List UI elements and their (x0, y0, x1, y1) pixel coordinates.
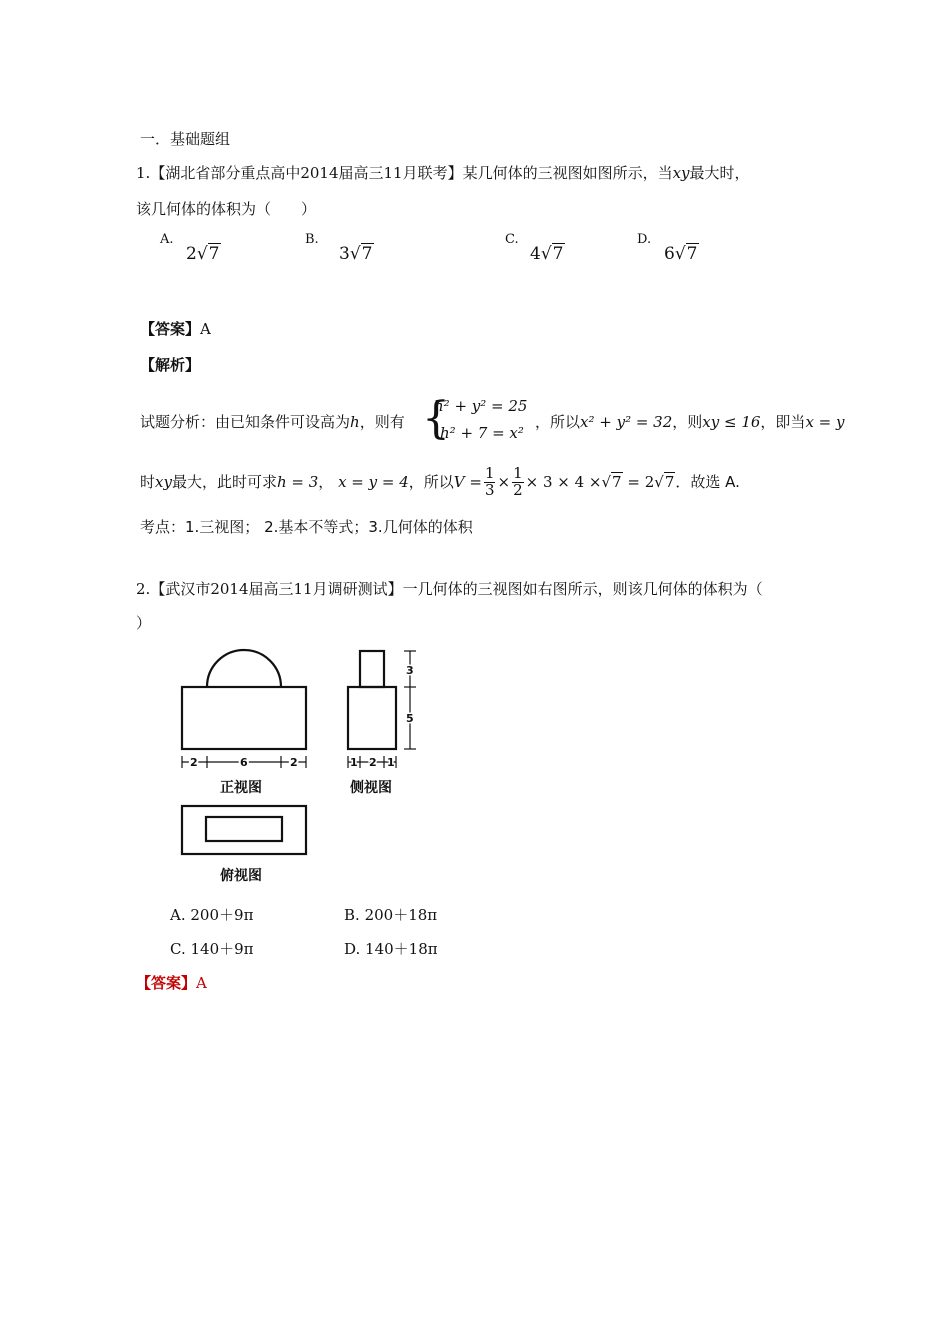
system-equation-1: h² + y² = 25 (434, 397, 528, 415)
option-a-value: 2√7 (186, 244, 220, 264)
option-b-label: B. (305, 232, 319, 247)
option-c: C. 140＋9π (170, 940, 254, 958)
question-1-stem-line2: 该几何体的体积为（ ） (136, 200, 317, 218)
answer-tag: 【答案】 (136, 974, 197, 992)
question-2-stem-line2: ） (136, 614, 152, 632)
fraction-one-half: $\frac{1}{2}$ (513, 464, 523, 499)
question-text: 最大时， (689, 164, 750, 182)
front-view (182, 650, 306, 749)
question-source: 【武汉市2014届高三11月调研测试】 (150, 580, 403, 598)
math-var: xy (672, 164, 690, 182)
front-dim-left: 2 (190, 756, 198, 769)
question-text: 一几何体的三视图如右图所示，则该几何体的体积为（ (402, 580, 763, 598)
side-dim-bottom-middle: 2 (369, 756, 377, 769)
option-a-label: A. (160, 232, 174, 247)
fraction-one-third: $\frac{1}{3}$ (484, 464, 495, 499)
question-source: 【湖北省部分重点高中2014届高三11月联考】 (150, 164, 463, 182)
three-views-figure (170, 640, 430, 890)
front-dim-middle: 6 (240, 756, 248, 769)
side-view (348, 651, 396, 749)
option-a: A. 200＋9π (170, 906, 254, 924)
option-c-label: C. (505, 232, 519, 247)
analysis-text-prefix: 试题分析：由已知条件可设高为h，则有 (140, 413, 405, 431)
question-number: 1. (136, 164, 151, 182)
side-view-label: 侧视图 (350, 780, 392, 796)
analysis-line-2: 时xy最大，此时可求h = 3， x = y = 4，所以V = $\frac{1}{3}$ × $\frac{1}{2}$ × 3 × 4 ×√7 = 2√7．故选 A. (140, 464, 740, 499)
section-heading: 一．基础题组 (140, 130, 231, 148)
top-view-label: 俯视图 (220, 868, 262, 884)
option-c-value: 4√7 (530, 244, 564, 264)
side-dim-bottom-right: 1 (387, 756, 395, 769)
answer-value: A (196, 974, 207, 992)
question-text: 某几何体的三视图如图所示，当 (462, 164, 673, 182)
brace-symbol: { (422, 393, 450, 444)
side-dim-bottom-left: 1 (350, 756, 358, 769)
front-view-label: 正视图 (220, 780, 262, 796)
side-dim-upper: 3 (406, 664, 414, 677)
analysis-text-continued: ，所以x² + y² = 32，则xy ≤ 16，即当x = y (535, 413, 845, 431)
answer-line-1 (140, 318, 211, 339)
option-b: B. 200＋18π (344, 906, 438, 924)
question-number: 2. (136, 580, 151, 598)
option-b-value: 3√7 (339, 244, 373, 264)
option-d-value: 6√7 (664, 244, 698, 264)
question-1-stem (136, 162, 750, 183)
option-d-label: D. (637, 232, 652, 247)
keypoints: 考点：1.三视图； 2.基本不等式；3.几何体的体积 (140, 518, 473, 536)
answer-tag: 【答案】 (140, 320, 201, 338)
option-d: D. 140＋18π (344, 940, 438, 958)
answer-value: A (200, 320, 211, 338)
answer-line-2 (136, 972, 207, 993)
top-view (182, 806, 306, 854)
question-2-stem (136, 578, 763, 599)
system-equation-2: h² + 7 = x² (440, 424, 524, 442)
side-dim-lower: 5 (406, 712, 414, 725)
front-dim-right: 2 (290, 756, 298, 769)
analysis-tag: 【解析】 (140, 356, 201, 374)
